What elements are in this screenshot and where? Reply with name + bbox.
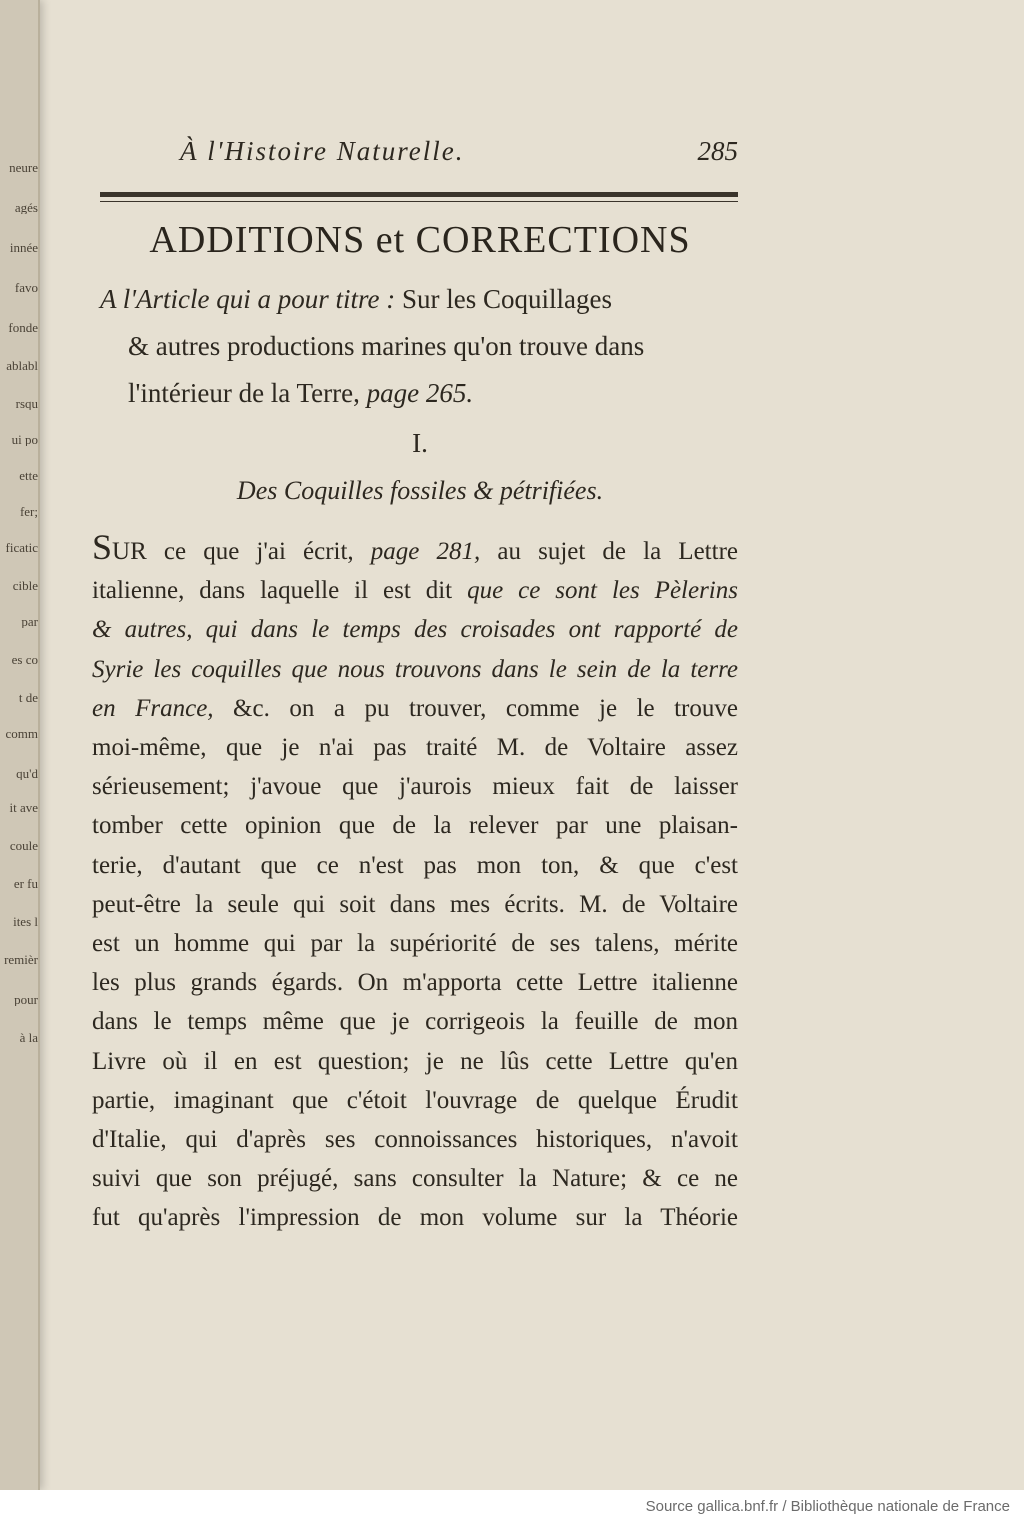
subtitle-lead: A l'Article qui a pour titre : — [100, 284, 396, 314]
body-line: & autres, qui dans le temps des croisades ont rapporté de — [92, 616, 738, 644]
body-italic-run: en France, — [92, 694, 214, 722]
header-rule-thick — [100, 192, 738, 197]
body-line: est un homme qui par la supériorité de ses talens, mérite — [92, 930, 738, 958]
previous-page-fragment: rsqu — [15, 396, 38, 410]
source-credit: Source gallica.bnf.fr / Bibliothèque nationale de France — [645, 1498, 1010, 1515]
previous-page-fragment: it ave — [9, 800, 38, 814]
previous-page-fragment: ette — [19, 468, 38, 482]
previous-page-fragment: ficatic — [5, 540, 38, 554]
body-text — [92, 528, 738, 1238]
previous-page-fragment: pour — [14, 992, 38, 1006]
drop-cap: S — [92, 527, 113, 567]
previous-page-fragment: fonde — [8, 320, 38, 334]
body-line: partie, imaginant que c'étoit l'ouvrage de quelque Érudit — [92, 1086, 738, 1114]
previous-page-fragment: par — [21, 614, 38, 628]
page-number: 285 — [697, 136, 738, 166]
body-line: suivi que son préjugé, sans consulter la Nature; & ce ne — [92, 1165, 738, 1193]
running-head: À l'Histoire Naturelle. — [180, 136, 465, 166]
part-numeral: I. — [412, 428, 428, 458]
subtitle-line-2: & autres productions marines qu'on trouve dans — [128, 331, 645, 361]
body-text-run: au sujet de la Lettre — [480, 538, 738, 565]
previous-page-fragment: ites l — [13, 914, 38, 928]
header-rule-thin — [100, 201, 738, 202]
previous-page-fragment: qu'd — [16, 766, 38, 780]
body-line: d'Italie, qui d'après ses connoissances historiques, n'avoit — [92, 1126, 738, 1154]
previous-page-fragment: coule — [9, 838, 38, 852]
body-line — [92, 689, 738, 728]
body-line: Syrie les coquilles que nous trouvons dans le sein de la terre — [92, 655, 738, 683]
previous-page-fragment: favo — [14, 280, 38, 294]
previous-page-fragment: cible — [12, 578, 38, 592]
previous-page-fragment: neure — [9, 160, 38, 174]
subtitle-line-3 — [100, 370, 740, 417]
body-line: terie, d'autant que ce n'est pas mon ton, & que c'est — [92, 851, 738, 879]
body-line: dans le temps même que je corrigeois la feuille de mon — [92, 1008, 738, 1036]
previous-page-fragment: er fu — [13, 876, 38, 890]
part-heading: Des Coquilles fossiles & pétrifiées. — [236, 476, 604, 505]
body-text-run: UR ce que j'ai écrit, — [112, 538, 371, 565]
previous-page-fragment: innée — [9, 240, 38, 254]
section-subtitle — [100, 276, 740, 417]
previous-page-fragment: ablabl — [6, 358, 38, 372]
body-line — [92, 571, 738, 610]
body-line — [92, 528, 738, 571]
previous-page-fragment: ui po — [11, 432, 38, 446]
body-line: moi-même, que je n'ai pas traité M. de Voltaire assez — [92, 734, 738, 762]
body-italic-run: page 281, — [370, 538, 481, 565]
body-line: fut qu'après l'impression de mon volume sur la Théorie — [92, 1204, 738, 1232]
previous-page-fragment: es co — [11, 652, 38, 666]
subtitle-line-3-text: l'intérieur de la Terre, — [128, 378, 367, 408]
body-line: les plus grands égards. On m'apporta cette Lettre italienne — [92, 969, 738, 997]
subtitle-line-1 — [100, 284, 612, 314]
body-line: tomber cette opinion que de la relever par une plaisan- — [92, 812, 738, 840]
page-header — [100, 136, 740, 176]
section-title: ADDITIONS et CORRECTIONS — [149, 219, 691, 261]
body-line: Livre où il en est question; je ne lûs cette Lettre qu'en — [92, 1047, 738, 1075]
subtitle-line-1-rest: Sur les Coquillages — [395, 284, 612, 314]
body-line: peut-être la seule qui soit dans mes écrits. M. de Voltaire — [92, 890, 738, 918]
previous-page-fragment: comm — [5, 726, 38, 740]
subtitle-page-ref: page 265. — [366, 378, 474, 408]
previous-page-fragment: t de — [18, 690, 38, 704]
previous-page-fragment: à la — [19, 1030, 38, 1044]
previous-page-fragment: fer; — [19, 504, 38, 518]
previous-page-fragment: agés — [14, 200, 38, 214]
previous-page-edge — [0, 0, 40, 1490]
body-line: sérieusement; j'avoue que j'aurois mieux fait de laisser — [92, 773, 738, 801]
body-text-run: &c. on a pu trouver, comme je le trouve — [213, 694, 738, 722]
previous-page-fragment: remièr — [4, 952, 38, 966]
body-text-run: italienne, dans laquelle il est dit — [92, 577, 468, 605]
body-italic-run: que ce sont les Pèlerins — [467, 577, 738, 605]
